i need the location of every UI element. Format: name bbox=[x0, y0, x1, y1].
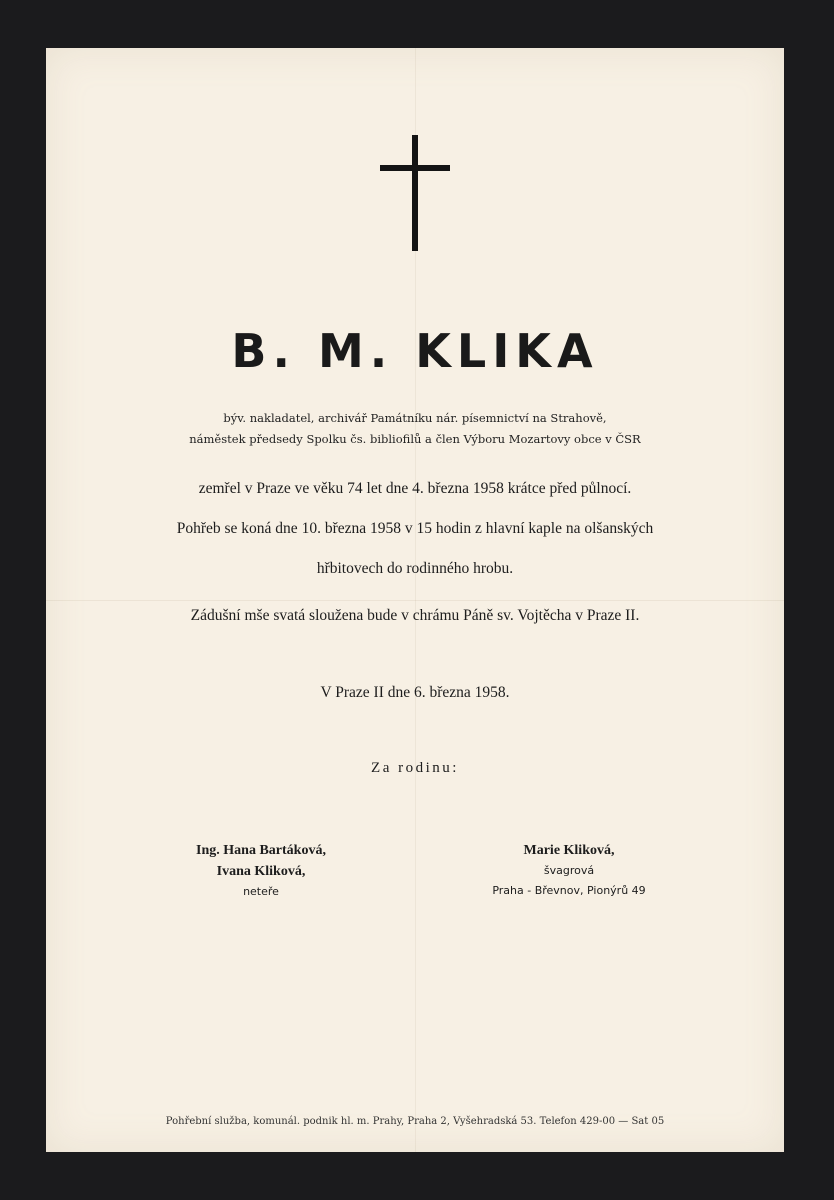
signatory-relation: švagrová bbox=[543, 864, 595, 877]
mass-statement: Zádušní mše svatá sloužena bude v chrámu Páně sv. Vojtěcha v Praze II. bbox=[190, 607, 640, 624]
signatory-name: Ivana Kliková, bbox=[216, 864, 306, 879]
funeral-statement-cont: hřbitovech do rodinného hrobu. bbox=[316, 560, 514, 577]
obituary-sheet bbox=[46, 48, 784, 1152]
death-statement: zemřel v Praze ve věku 74 let dne 4. března 1958 krátce před půlnocí. bbox=[198, 480, 632, 497]
role-line: býv. nakladatel, archivář Památníku nár. písemnictví na Strahově, bbox=[223, 411, 607, 425]
signatory-address: Praha - Břevnov, Pionýrů 49 bbox=[492, 884, 646, 897]
cross-icon bbox=[380, 135, 450, 251]
signatory-relation: neteře bbox=[243, 885, 279, 898]
signatory-name: Ing. Hana Bartáková, bbox=[196, 843, 326, 858]
signatories-right bbox=[446, 840, 692, 901]
deceased-name: B. M. KLIKA bbox=[231, 324, 599, 378]
role-line: náměstek předsedy Spolku čs. bibliofilů a člen Výboru Mozartovy obce v ČSR bbox=[189, 432, 641, 446]
place-date: V Praze II dne 6. března 1958. bbox=[320, 684, 510, 701]
deceased-roles bbox=[46, 408, 784, 450]
signatory-name: Marie Kliková, bbox=[523, 843, 615, 858]
funeral-service-footer: Pohřební služba, komunál. podnik hl. m. Prahy, Praha 2, Vyšehradská 53. Telefon 429-00 — Sat 05 bbox=[165, 1116, 665, 1127]
family-label: Za rodinu: bbox=[371, 760, 459, 776]
funeral-statement: Pohřeb se koná dne 10. března 1958 v 15 hodin z hlavní kaple na olšanských bbox=[176, 520, 654, 537]
signatories-left bbox=[146, 840, 376, 902]
